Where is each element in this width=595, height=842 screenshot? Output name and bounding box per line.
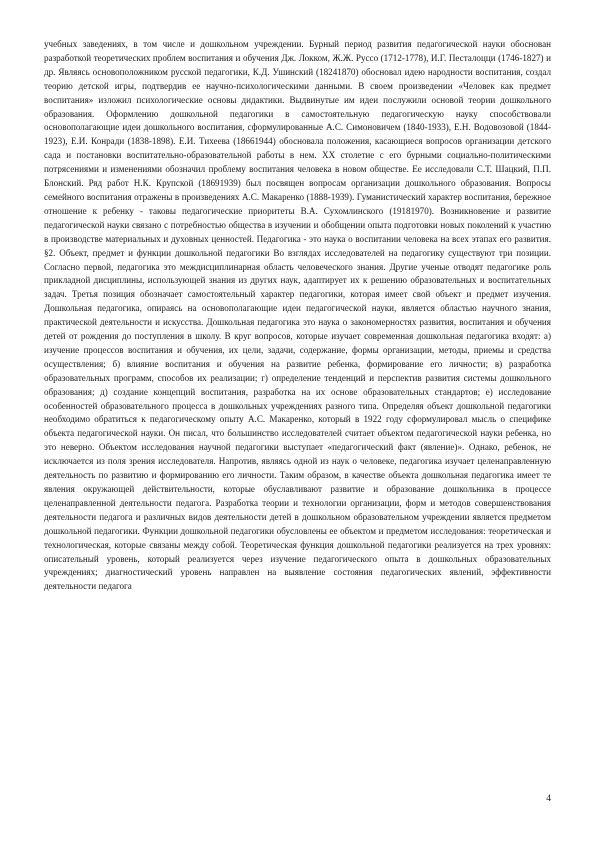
body-text: учебных заведениях, в том числе и дошкольном учреждении. Бурный период развития педагогической науки обоснован разработкой теоретических проблем воспитания и обучения Дж. Локком, Ж.Ж. Руссо (1712-1778), И.Г. Песталоцци (1746-1827) и др. Являясь основоположником русской педагогики, К.Д. Ушинский (18241870) обосновал идею народности воспитания, создал теорию детской игры, подтвердив ее научно-психологическими данными. В своем произведении «Человек как предмет воспитания» изложил психологические основы дидактики. Выдвинутые им идеи послужили основой теории дошкольного образования. Оформлению дошкольной педагогики в самостоятельную педагогическую науку способствовали основополагающие идеи дошкольного воспитания, сформулированные А.С. Симоновичем (1840-1933), Е.Н. Водовозовой (1844-1923), Е.И. Конради (1838-1898). Е.И. Тихеева (18661944) обосновала положения, касающиеся вопросов организации детского сада и постановки воспитательно-образовательной работы в нем. XX столетие с его бурными социально-политическими потрясениями и изменениями обозначил проблему воспитания человека в новом обществе. Ее исследовали С.Т. Шацкий, П.П. Блонский. Ряд работ Н.К. Крупской (18691939) был посвящен вопросам организации дошкольного образования. Вопросы семейного воспитания отражены в произведениях А.С. Макаренко (1888-1939). Гуманистический характер воспитания, бережное отношение к ребенку - таковы педагогические приоритеты В.А. Сухомлинского (19181970). Возникновение и развитие педагогической науки связано с потребностью общества в изучении и обобщении опыта подготовки новых поколений к участию в производстве материальных и духовных ценностей. Педагогика - это наука о воспитании человека на всех этапах его развития. §2. Объект, предмет и функции дошкольной педагогики Во взглядах исследователей на педагогику существуют три позиции. Согласно первой, педагогика это междисциплинарная область человеческого знания. Другие ученые отводят педагогике роль прикладной дисциплины, использующей знания из других наук, адаптирует их к решению образовательных и воспитательных задач. Третья позиция обозначает самостоятельный характер педагогики, которая имеет свой объект и предмет изучения. Дошкольная педагогика, опираясь на основополагающие идеи педагогической науки, является областью научного знания, практической деятельности и искусства. Дошкольная педагогика это наука о закономерностях развития, воспитания и обучения детей от рождения до поступления в школу. В круг вопросов, которые изучает современная дошкольная педагогика входят: а) изучение процессов воспитания и обучения, их цели, задачи, содержание, формы организации, методы, приемы и средства осуществления; б) влияние воспитания и обучения на развитие ребенка, формирование его личности; в) разработка образовательных программ, способов их реализации; г) определение тенденций и перспектив развития системы дошкольного образования; д) создание концепций воспитания, разработка на их основе образовательных стандартов; е) исследование особенностей образовательного процесса в дошкольных учреждениях разного типа. Определяя объект дошкольной педагогики необходимо обратиться к педагогическому опыту А.С. Макаренко, который в 1922 году сформулировал мысль о специфике объекта педагогической науки. Он писал, что большинство исследователей считает объектом педагогической науки ребенка, но это неверно. Объектом исследования научной педагогики выступает «педагогический факт (явление)». Однако, ребенок, не исключается из поля зрения исследователя. Напротив, являясь одной из наук о человеке, педагогика изучает целенаправленную деятельность по развитию и формированию его личности. Таким образом, в качестве объекта дошкольная педагогика имеет те явления окружающей действительности, которые обуславливают развитие и образование дошкольника в процессе целенаправленной деятельности педагога. Разработка теории и технологии организации, форм и методов совершенствования деятельности педагога и различных видов деятельности детей в дошкольном образовательном учреждении является предметом дошкольной педагогики. Функции дошкольной педагогики обусловлены ее объектом и предметом исследования: теоретическая и технологическая, которые связаны между собой. Теоретическая функция дошкольной педагогики реализуется на трех уровнях: описательный уровень, который реализуется через изучение педагогического опыта в дошкольных образовательных учреждениях; диагностический уровень направлен на выявление состояния педагогических явлений, эффективности деятельности педагога [44, 39, 551, 592]
page-number: 4 [546, 793, 551, 804]
